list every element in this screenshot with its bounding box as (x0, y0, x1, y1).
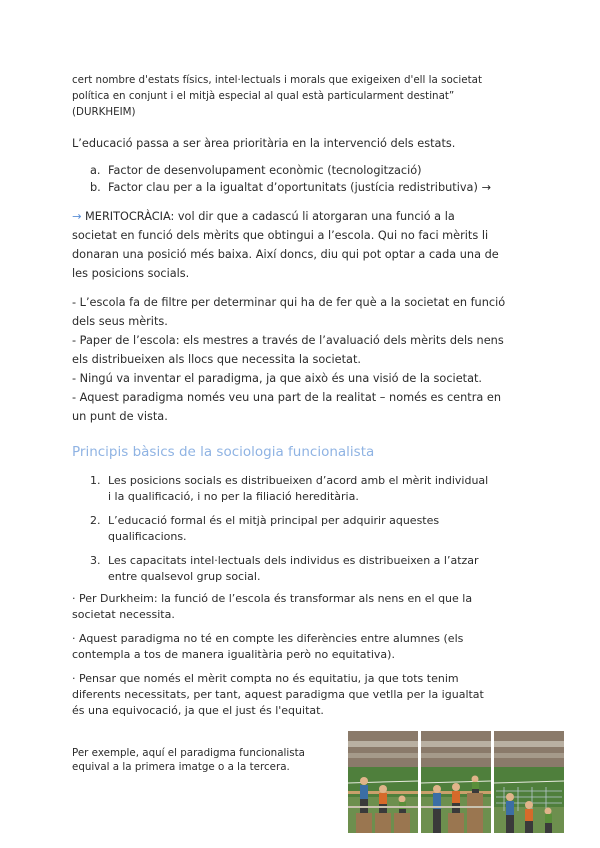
list-text (108, 553, 538, 585)
meritocracy-line: MERITOCRÀCIA: vol dir que a cadascú li atorgaran una funció a la (81, 210, 455, 223)
list-text: Factor de desenvolupament econòmic (tecnologització) (108, 164, 422, 177)
note-differences (72, 631, 532, 663)
arrow-icon: → (72, 210, 82, 223)
dash-line: un punt de vista. (72, 410, 168, 423)
illustration-barrier-removed-panel (494, 731, 564, 833)
note-durkheim (72, 591, 532, 623)
panel-graphic (421, 731, 491, 833)
list-text-line: L’educació formal és el mitjà principal per adquirir aquestes (108, 514, 440, 527)
note-merit (72, 671, 532, 719)
illustration-equity-panel (421, 731, 491, 833)
list-text (108, 473, 538, 505)
list-marker: 2. (90, 514, 101, 527)
dash-line: - Aquest paradigma només veu una part de la realitat – només es centra en (72, 391, 501, 404)
numbered-item (72, 513, 542, 547)
note-line: · Pensar que només el mèrit compta no és equitatiu, ja que tots tenim (72, 672, 459, 685)
image-caption (72, 746, 332, 774)
list-text-line: Les posicions socials es distribueixen d’acord amb el mèrit individual (108, 474, 489, 487)
numbered-item (72, 553, 542, 587)
note-line: contempla a tos de manera igualitària però no equitativa). (72, 648, 395, 661)
list-marker: b. (90, 181, 101, 194)
meritocracy-line: donaran una posició més baixa. Així doncs, diu qui pot optar a cada una de (72, 248, 499, 261)
note-line: diferents necessitats, per tant, aquest paradigma que vetlla per la igualtat (72, 688, 484, 701)
dash-line: - Paper de l’escola: els mestres a través de l’avaluació dels mèrits dels nens (72, 334, 504, 347)
quote-author: (DURKHEIM) (72, 106, 136, 118)
intro-paragraph: L’educació passa a ser àrea prioritària en la intervenció dels estats. (72, 137, 456, 150)
meritocracy-line: societat en funció dels mèrits que obtingui a l’escola. Qui no faci mèrits li (72, 229, 489, 242)
meritocracy-paragraph (72, 207, 532, 283)
dash-points (72, 293, 532, 426)
list-marker: 1. (90, 474, 101, 487)
numbered-item (72, 473, 542, 507)
list-text (108, 513, 538, 545)
list-text-line: i la qualificació, i no per la filiació hereditària. (108, 490, 359, 503)
note-line: · Per Durkheim: la funció de l’escola és transformar als nens en el que la (72, 592, 473, 605)
illustration-equality-panel (348, 731, 418, 833)
section-heading: Principis bàsics de la sociologia funcionalista (72, 444, 375, 460)
list-marker: 3. (90, 554, 101, 567)
dash-line: - Ningú va inventar el paradigma, ja que això és una visió de la societat. (72, 372, 483, 385)
quote-line: política en conjunt i el mitjà especial al qual està particularment destinat” (72, 90, 455, 102)
quote-line: cert nombre d'estats físics, intel·lectuals i morals que exigeixen d'ell la societat (72, 74, 483, 86)
panel-graphic (494, 731, 564, 833)
list-marker: a. (90, 164, 101, 177)
note-line: societat necessita. (72, 608, 175, 621)
note-line: és una equivocació, ja que el just és l'equitat. (72, 704, 324, 717)
meritocracy-line: les posicions socials. (72, 267, 190, 280)
dash-line: els distribueixen als llocs que necessita la societat. (72, 353, 361, 366)
panel-graphic (348, 731, 418, 833)
list-text-line: Les capacitats intel·lectuals dels individus es distribueixen a l’atzar (108, 554, 479, 567)
list-text: Factor clau per a la igualtat d’oportunitats (justícia redistributiva) → (108, 181, 491, 194)
dash-line: - L’escola fa de filtre per determinar qui ha de fer què a la societat en funció (72, 296, 506, 309)
list-text-line: entre qualsevol grup social. (108, 570, 261, 583)
note-line: · Aquest paradigma no té en compte les diferències entre alumnes (els (72, 632, 464, 645)
quote-block (72, 72, 532, 120)
caption-line: equival a la primera imatge o a la tercera. (72, 761, 290, 773)
caption-line: Per exemple, aquí el paradigma funcionalista (72, 747, 305, 759)
list-text-line: qualificacions. (108, 530, 187, 543)
dash-line: dels seus mèrits. (72, 315, 168, 328)
